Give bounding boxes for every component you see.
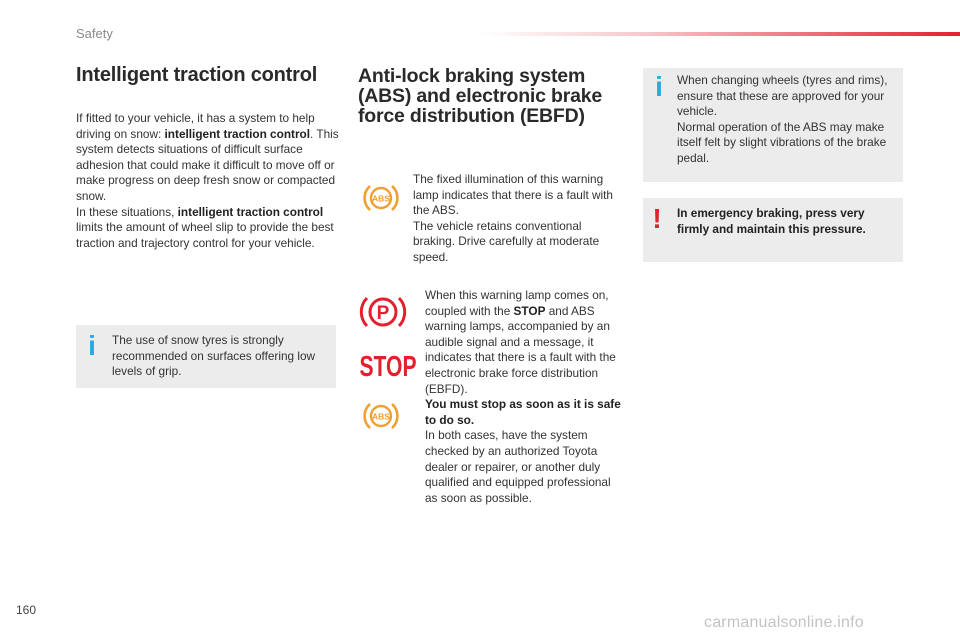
ebfd-text-e: In both cases, have the system checked by an authorized Toyota dealer or repairer, or another duly qualified and equipped professional as soon as possible. — [425, 428, 611, 505]
traction-text-e: intelligent traction control — [177, 204, 324, 219]
exclamation-icon: ! — [652, 203, 662, 234]
info-wheels-text — [677, 73, 899, 167]
ebfd-text-b: STOP — [513, 303, 546, 318]
ebfd-description — [425, 288, 625, 506]
info-wheels-b: Normal operation of the ABS may make itself felt by slight vibrations of the brake pedal. — [677, 119, 887, 165]
page-number: 160 — [16, 603, 37, 617]
stop-icon — [358, 350, 418, 383]
parking-brake-icon — [360, 294, 406, 330]
abs-warning-icon-2 — [364, 401, 398, 431]
watermark: carmanualsonline.info — [704, 614, 864, 631]
warning-emergency-text: In emergency braking, press very firmly and maintain this pressure. — [677, 206, 866, 236]
header-rule — [480, 32, 960, 36]
ebfd-text-d: You must stop as soon as it is safe to do so. — [425, 397, 621, 427]
info-snow-text: The use of snow tyres is strongly recommended on surfaces offering low levels of grip. — [112, 333, 316, 379]
info-icon: i — [655, 71, 663, 102]
ebfd-text-c: and ABS warning lamps, accompanied by an audible signal and a message, it indicates that there is a fault with the electronic brake force distribution (EBFD). — [425, 303, 616, 396]
section-label: Safety — [76, 26, 113, 41]
traction-text-f: limits the amount of wheel slip to provide the best traction and trajectory control for your vehicle. — [76, 220, 334, 250]
traction-text-c: . This system detects situations of difficult surface adhesion that could make it difficult to move off or make progress on deep fresh snow or compacted snow. — [76, 126, 339, 203]
abs-fixed-description — [413, 172, 619, 266]
traction-description — [76, 111, 340, 251]
title-abs-ebfd: Anti-lock braking system (ABS) and electronic brake force distribution (EBFD) — [358, 65, 603, 127]
info-box-wheels — [643, 68, 903, 182]
traction-text-d: In these situations, — [76, 204, 178, 219]
info-wheels-a: When changing wheels (tyres and rims), ensure that these are approved for your vehicle. — [677, 73, 888, 119]
info-icon: i — [88, 330, 96, 361]
abs-fixed-a: The fixed illumination of this warning lamp indicates that there is a fault with the ABS. — [413, 172, 613, 218]
info-box-snow-tyres — [76, 325, 336, 388]
abs-warning-icon — [364, 183, 398, 213]
title-intelligent-traction: Intelligent traction control — [76, 64, 318, 86]
abs-fixed-b: The vehicle retains conventional braking. Drive carefully at moderate speed. — [413, 218, 600, 264]
abs-icon-label-2: ABS — [372, 411, 390, 422]
warning-box-emergency — [643, 198, 903, 262]
stop-icon-label: STOP — [359, 351, 417, 383]
traction-text-b: intelligent traction control — [164, 126, 311, 141]
abs-icon-label: ABS — [372, 193, 390, 204]
ebfd-text-a: When this warning lamp comes on, coupled with the — [425, 288, 609, 318]
park-icon-label: P — [376, 303, 390, 324]
traction-text-a: If fitted to your vehicle, it has a system to help driving on snow: — [76, 111, 315, 141]
